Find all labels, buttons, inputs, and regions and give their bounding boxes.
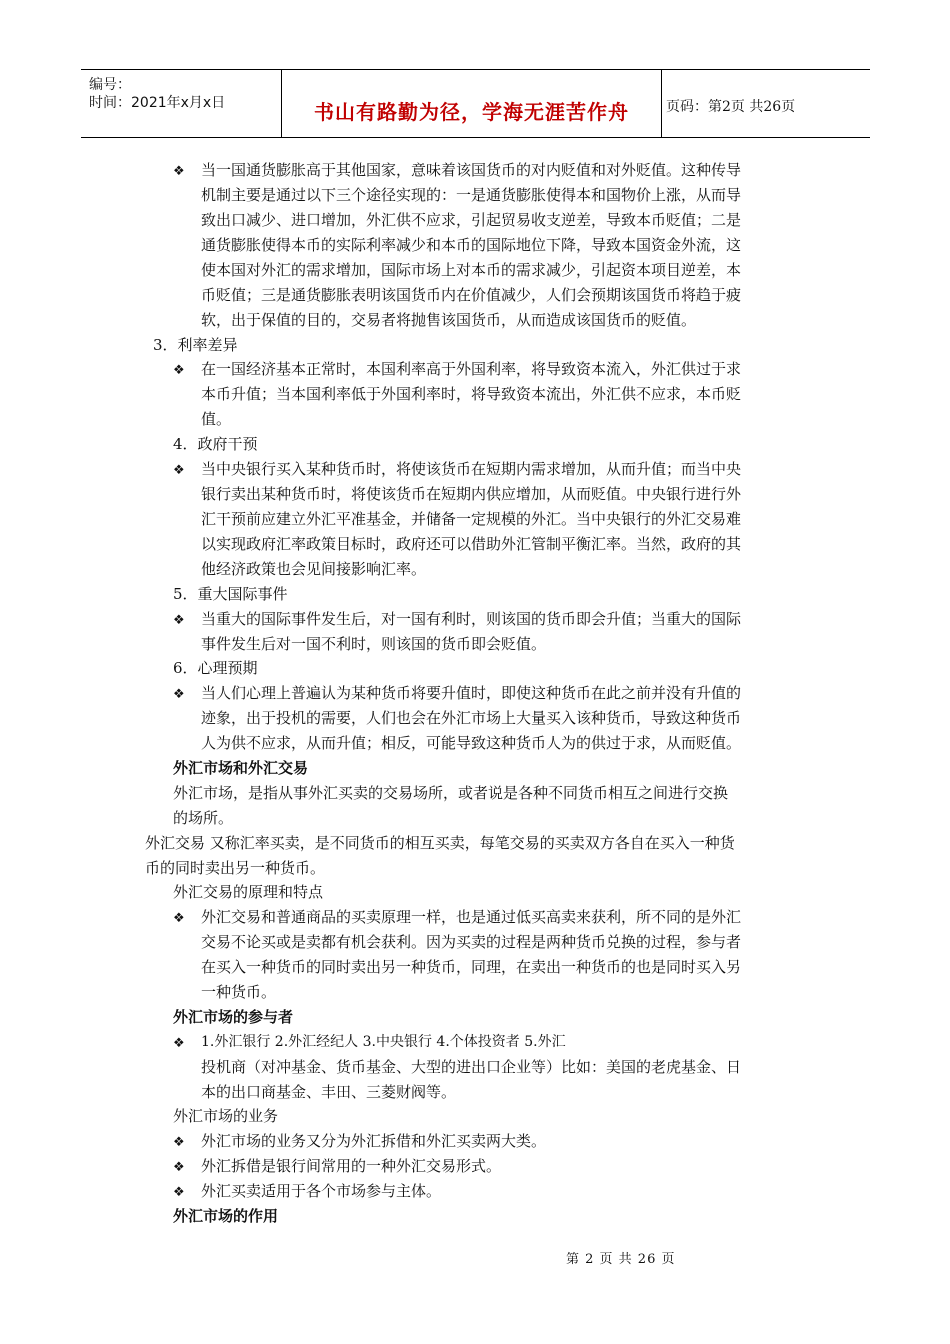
bullet-icon: ❖ [173, 363, 185, 378]
bold-heading: 外汇市场的参与者 [173, 1008, 294, 1026]
section-heading: 6．心理预期 [173, 659, 258, 677]
paragraph-line: 币的同时卖出另一种货币。 [145, 859, 326, 877]
bullet-icon: ❖ [173, 1185, 185, 1200]
paragraph-line: 通货膨胀使得本币的实际利率减少和本币的国际地位下降，导致本国资金外流，这 [201, 236, 742, 254]
paragraph-line: 的场所。 [173, 809, 234, 827]
paragraph-line: 外汇市场的业务又分为外汇拆借和外汇买卖两大类。 [201, 1132, 547, 1150]
bullet-icon: ❖ [173, 164, 185, 179]
bullet-icon: ❖ [173, 1036, 185, 1051]
section-heading: 外汇交易的原理和特点 [173, 883, 324, 901]
paragraph-line: 1.外汇银行 2.外汇经纪人 3.中央银行 4.个体投资者 5.外汇 [201, 1034, 566, 1050]
paragraph-line: 一种货币。 [201, 983, 277, 1001]
page-info: 页码：第2页 共26页 [666, 99, 796, 115]
section-heading: 3．利率差异 [153, 336, 238, 354]
paragraph-line: 外汇买卖适用于各个市场参与主体。 [201, 1182, 442, 1200]
paragraph-line: 致出口减少、进口增加，外汇供不应求，引起贸易收支逆差，导致本币贬值；二是 [201, 211, 742, 229]
paragraph-line: 汇干预前应建立外汇平准基金，并储备一定规模的外汇。当中央银行的外汇交易难 [201, 510, 742, 528]
paragraph-line: 当重大的国际事件发生后，对一国有利时，则该国的货币即会升值；当重大的国际 [201, 610, 742, 628]
paragraph-line: 人为供不应求，从而升值；相反，可能导致这种货币人为的供过于求，从而贬值。 [201, 734, 742, 752]
section-heading: 4．政府干预 [173, 435, 258, 453]
number-label: 编号： [89, 77, 131, 93]
header-meta-cell [81, 70, 282, 137]
paragraph-line: 他经济政策也会见间接影响汇率。 [201, 560, 427, 578]
paragraph-line: 外汇交易 又称汇率买卖，是不同货币的相互买卖，每笔交易的买卖双方各自在买入一种货 [145, 834, 735, 852]
paragraph-line: 外汇市场，是指从事外汇买卖的交易场所，或者说是各种不同货币相互之间进行交换 [173, 784, 729, 802]
paragraph-line: 本的出口商基金、丰田、三菱财阀等。 [201, 1083, 457, 1101]
paragraph-line: 外汇拆借是银行间常用的一种外汇交易形式。 [201, 1157, 502, 1175]
paragraph-line: 在一国经济基本正常时，本国利率高于外国利率，将导致资本流入，外汇供过于求 [201, 360, 742, 378]
paragraph-line: 以实现政府汇率政策目标时，政府还可以借助外汇管制平衡汇率。当然，政府的其 [201, 535, 742, 553]
motto: 书山有路勤为径，学海无涯苦作舟 [314, 100, 629, 124]
bullet-icon: ❖ [173, 613, 185, 628]
paragraph-line: 银行卖出某种货币时，将使该货币在短期内供应增加，从而贬值。中央银行进行外 [201, 485, 742, 503]
paragraph-line: 当中央银行买入某种货币时，将使该货币在短期内需求增加，从而升值；而当中央 [201, 460, 742, 478]
page-header [81, 69, 870, 138]
paragraph-line: 在买入一种货币的同时卖出另一种货币，同理，在卖出一种货币的也是同时买入另 [201, 958, 742, 976]
paragraph-line: 本币升值；当本国利率低于外国利率时，将导致资本流出，外汇供不应求，本币贬 [201, 385, 742, 403]
paragraph-line: 交易不论买或是卖都有机会获利。因为买卖的过程是两种货币兑换的过程，参与者 [201, 933, 742, 951]
section-heading: 5．重大国际事件 [173, 585, 288, 603]
paragraph-line: 事件发生后对一国不利时，则该国的货币即会贬值。 [201, 635, 547, 653]
paragraph-line: 外汇交易和普通商品的买卖原理一样，也是通过低买高卖来获利，所不同的是外汇 [201, 908, 742, 926]
bullet-icon: ❖ [173, 911, 185, 926]
section-heading: 外汇市场的业务 [173, 1107, 279, 1125]
bullet-icon: ❖ [173, 687, 185, 702]
bullet-icon: ❖ [173, 1135, 185, 1150]
paragraph-line: 机制主要是通过以下三个途径实现的：一是通货膨胀使得本和国物价上涨，从而导 [201, 186, 742, 204]
bullet-icon: ❖ [173, 463, 185, 478]
header-motto-cell [282, 70, 662, 137]
paragraph-line: 投机商（对冲基金、货币基金、大型的进出口企业等）比如：美国的老虎基金、日 [201, 1058, 742, 1076]
paragraph-line: 软，出于保值的目的，交易者将抛售该国货币，从而造成该国货币的贬值。 [201, 311, 697, 329]
bold-heading: 外汇市场和外汇交易 [173, 759, 309, 777]
page-footer: 第 2 页 共 26 页 [566, 1252, 676, 1267]
bold-heading: 外汇市场的作用 [173, 1207, 279, 1225]
paragraph-line: 值。 [201, 410, 232, 428]
bullet-icon: ❖ [173, 1160, 185, 1175]
paragraph-line: 当人们心理上普遍认为某种货币将要升值时，即使这种货币在此之前并没有升值的 [201, 684, 742, 702]
header-page-cell [662, 70, 870, 137]
paragraph-line: 当一国通货膨胀高于其他国家，意味着该国货币的对内贬值和对外贬值。这种传导 [201, 161, 742, 179]
paragraph-line: 币贬值；三是通货膨胀表明该国货币内在价值减少，人们会预期该国货币将趋于疲 [201, 286, 742, 304]
date-label: 时间：2021年x月x日 [89, 95, 226, 111]
paragraph-line: 使本国对外汇的需求增加，国际市场上对本币的需求减少，引起资本项目逆差，本 [201, 261, 742, 279]
paragraph-line: 迹象，出于投机的需要，人们也会在外汇市场上大量买入该种货币，导致这种货币 [201, 709, 742, 727]
